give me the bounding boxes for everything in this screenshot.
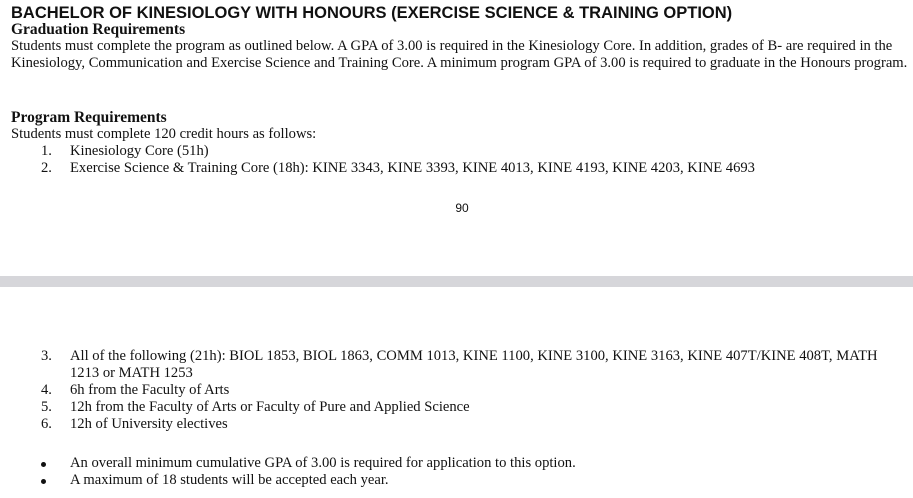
list-item-number: 5.	[41, 399, 52, 415]
list-item-number: 1.	[41, 143, 52, 159]
list-item-number: 6.	[41, 416, 52, 432]
program-requirements-list-part-1	[0, 143, 913, 177]
program-title: BACHELOR OF KINESIOLOGY WITH HONOURS (EXERCISE SCIENCE & TRAINING OPTION)	[11, 4, 733, 22]
graduation-requirements-text: Students must complete the program as outlined below. A GPA of 3.00 is required in the Kinesiology Core. In addition, grades of B- are required in the Kinesiology, Communication and Exercise Science and Training Core. A minimum program GPA of 3.00 is required to graduate in the Honours program.	[11, 38, 908, 71]
list-item	[0, 143, 913, 160]
program-requirements-list-part-2	[0, 348, 913, 433]
list-item-text: All of the following (21h): BIOL 1853, BIOL 1863, COMM 1013, KINE 1100, KINE 3100, KINE 3163, KINE 407T/KINE 408T, MATH 1213 or MATH 1253	[70, 348, 878, 381]
list-item	[0, 399, 913, 416]
note-text: An overall minimum cumulative GPA of 3.00 is required for application to this option.	[70, 455, 576, 471]
list-item-number: 2.	[41, 160, 52, 176]
list-item	[0, 348, 913, 382]
list-item-number: 4.	[41, 382, 52, 398]
program-requirements-heading: Program Requirements	[11, 109, 167, 126]
bullet-icon	[41, 462, 46, 467]
list-item-text: 6h from the Faculty of Arts	[70, 382, 230, 398]
list-item-text: 12h from the Faculty of Arts or Faculty of Pure and Applied Science	[70, 399, 470, 415]
document-page-2	[0, 287, 913, 498]
list-item-text: 12h of University electives	[70, 416, 228, 432]
list-item-text: Kinesiology Core (51h)	[70, 143, 209, 159]
page-separator	[0, 276, 913, 287]
list-item-number: 3.	[41, 348, 52, 364]
page-number: 90	[455, 201, 469, 215]
bullet-icon	[41, 479, 46, 484]
program-requirements-intro: Students must complete 120 credit hours as follows:	[11, 126, 317, 142]
note-text: A maximum of 18 students will be accepted each year.	[70, 472, 389, 488]
graduation-requirements-heading: Graduation Requirements	[11, 21, 186, 38]
list-item	[0, 160, 913, 177]
list-item	[0, 472, 913, 489]
list-item	[0, 416, 913, 433]
list-item	[0, 382, 913, 399]
list-item-text: Exercise Science & Training Core (18h): KINE 3343, KINE 3393, KINE 4013, KINE 4193, KINE 4203, KINE 4693	[70, 160, 755, 176]
program-notes-list	[0, 455, 913, 489]
list-item	[0, 455, 913, 472]
